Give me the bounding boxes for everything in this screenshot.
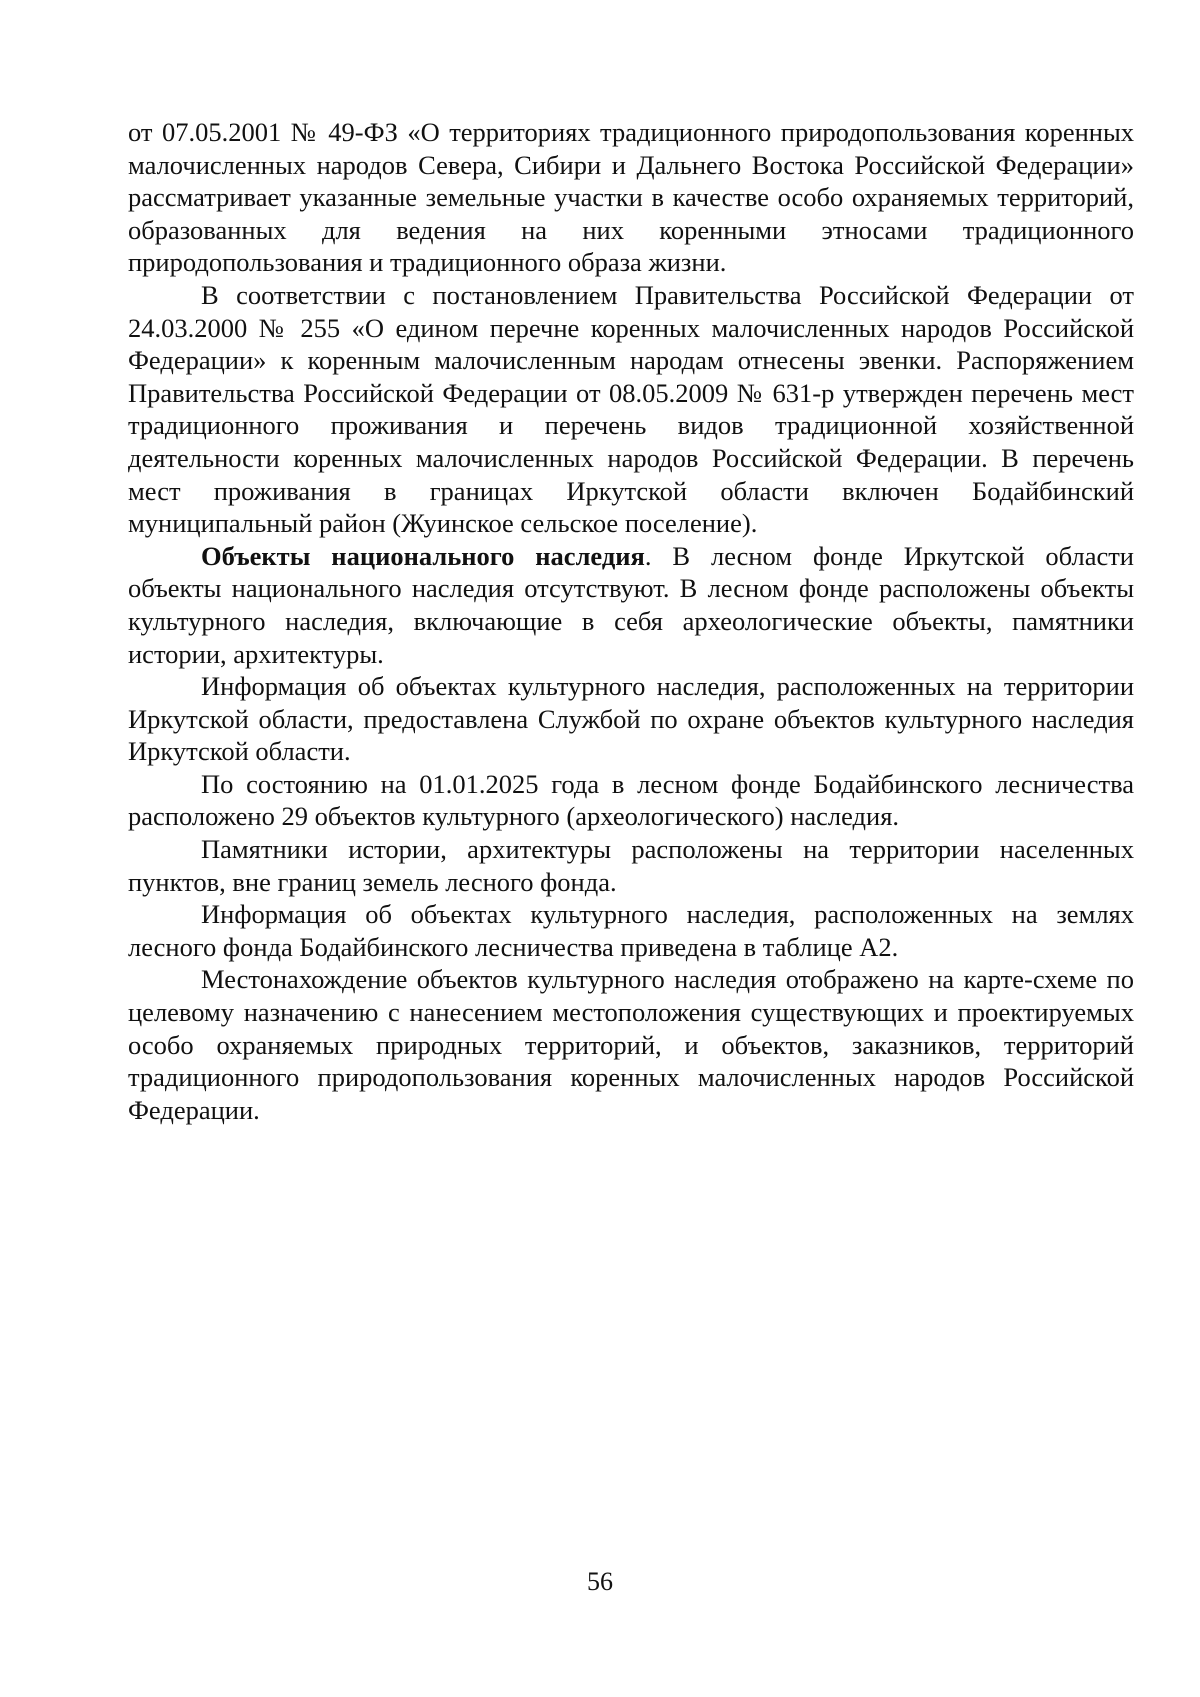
paragraph-8-text: Местонахождение объектов культурного наследия отображено на карте-схеме по целевому назначению с нанесением местоположения существующих и проектируемых особо охраняемых природных территорий, и объектов, заказников, территорий традиционного природопользования коренных малочисленных народов Российской Федерации. (128, 964, 1134, 1125)
paragraph-4-text: Информация об объектах культурного наследия, расположенных на территории Иркутской области, предоставлена Службой по охране объектов культурного наследия Иркутской области. (128, 671, 1134, 767)
paragraph-8 (128, 963, 1134, 1126)
paragraph-2-text: В соответствии с постановлением Правительства Российской Федерации от 24.03.2000 № 255 «О едином перечне коренных малочисленных народов Российской Федерации» к коренным малочисленным народам отнесены эвенки. Распоряжением Правительства Российской Федерации от 08.05.2009 № 631-р утвержден перечень мест традиционного проживания и перечень видов традиционной хозяйственной деятельности коренных малочисленных народов Российской Федерации. В перечень мест проживания в границах Иркутской области включен Бодайбинский муниципальный район (Жуинское сельское поселение). (128, 279, 1134, 539)
paragraph-1-text: от 07.05.2001 № 49-ФЗ «О территориях традиционного природопользования коренных малочисленных народов Севера, Сибири и Дальнего Востока Российской Федерации» рассматривает указанные земельные участки в качестве особо охраняемых территорий, образованных для ведения на них коренными этносами традиционного природопользования и традиционного образа жизни. (128, 117, 1134, 278)
paragraph-6 (128, 833, 1134, 898)
paragraph-5-text: По состоянию на 01.01.2025 года в лесном фонде Бодайбинского лесничества расположено 29 объектов культурного (археологического) наследия. (128, 768, 1134, 832)
paragraph-3 (128, 540, 1134, 670)
paragraph-7-text: Информация об объектах культурного наследия, расположенных на землях лесного фонда Бодайбинского лесничества приведена в таблице А2. (128, 899, 1134, 962)
body-text (128, 116, 1134, 1126)
paragraph-7 (128, 898, 1134, 963)
paragraph-1 (128, 116, 1134, 279)
paragraph-3-heading: Объекты национального наследия (201, 540, 645, 571)
page-number: 56 (587, 1567, 613, 1596)
paragraph-5 (128, 768, 1134, 833)
paragraph-6-text: Памятники истории, архитектуры расположены на территории населенных пунктов, вне границ земель лесного фонда. (128, 834, 1134, 897)
paragraph-3-text: . В лесном фонде Иркутской области объекты национального наследия отсутствуют. В лесном фонде расположены объекты культурного наследия, включающие в себя археологические объекты, памятники истории, архитектуры. (128, 540, 1134, 669)
paragraph-2 (128, 279, 1134, 540)
paragraph-4 (128, 670, 1134, 768)
